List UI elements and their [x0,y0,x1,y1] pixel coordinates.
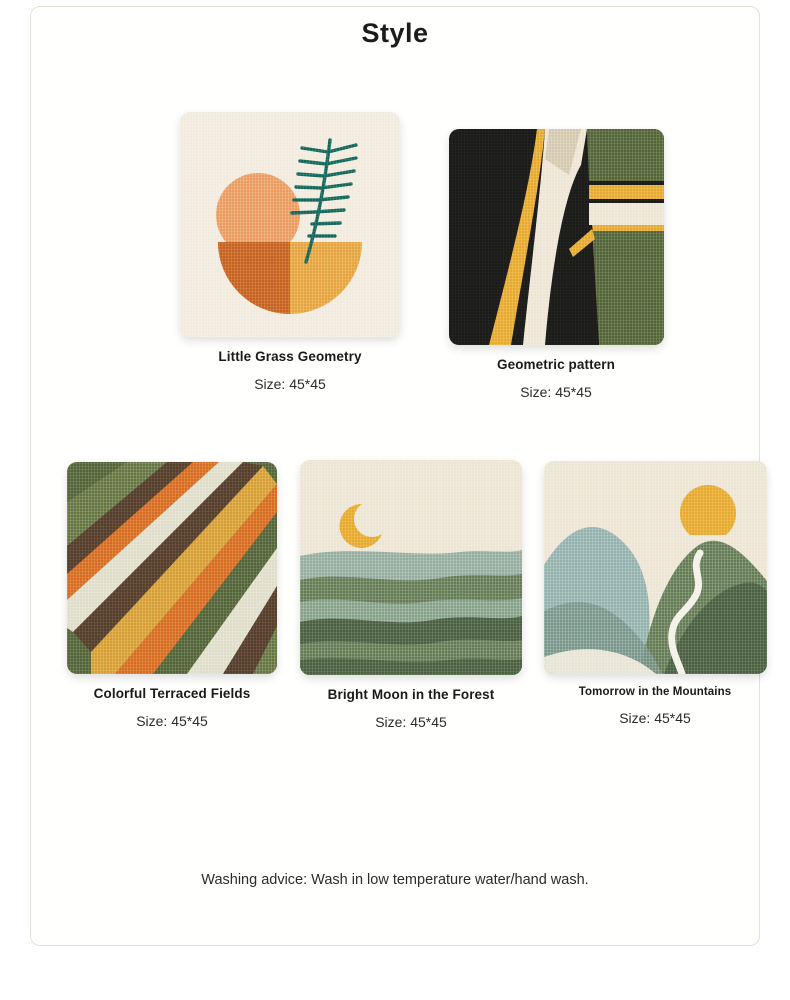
pillow-bright-moon-in-the-forest [300,460,522,675]
product-card-2[interactable] [420,129,692,400]
page-title: Style [361,18,429,48]
product-name-3: Colorful Terraced Fields [93,686,251,701]
product-size-2: Size: 45*45 [520,384,592,400]
product-size-3: Size: 45*45 [136,713,208,729]
pillow-geometric-pattern [449,129,664,345]
pillow-little-grass-geometry [180,112,400,337]
product-card-4[interactable] [271,460,551,730]
product-name-4: Bright Moon in the Forest [327,687,495,702]
product-image-5 [544,461,767,674]
product-card-5[interactable] [518,461,790,726]
product-size-1: Size: 45*45 [254,376,326,392]
product-image-1 [180,112,400,337]
pillow-tomorrow-in-the-mountains [544,461,767,674]
product-size-4: Size: 45*45 [375,714,447,730]
product-name-5: Tomorrow in the Mountains [578,686,732,698]
product-size-5: Size: 45*45 [619,710,691,726]
product-image-2 [449,129,664,345]
product-card-3[interactable] [32,462,312,729]
product-image-4 [300,460,522,675]
product-name-1: Little Grass Geometry [218,349,362,364]
product-name-2: Geometric pattern [497,357,615,372]
product-card-1[interactable] [150,112,430,392]
pillow-colorful-terraced-fields [67,462,277,674]
product-image-3 [67,462,277,674]
washing-advice: Washing advice: Wash in low temperature water/hand wash. [201,872,589,888]
